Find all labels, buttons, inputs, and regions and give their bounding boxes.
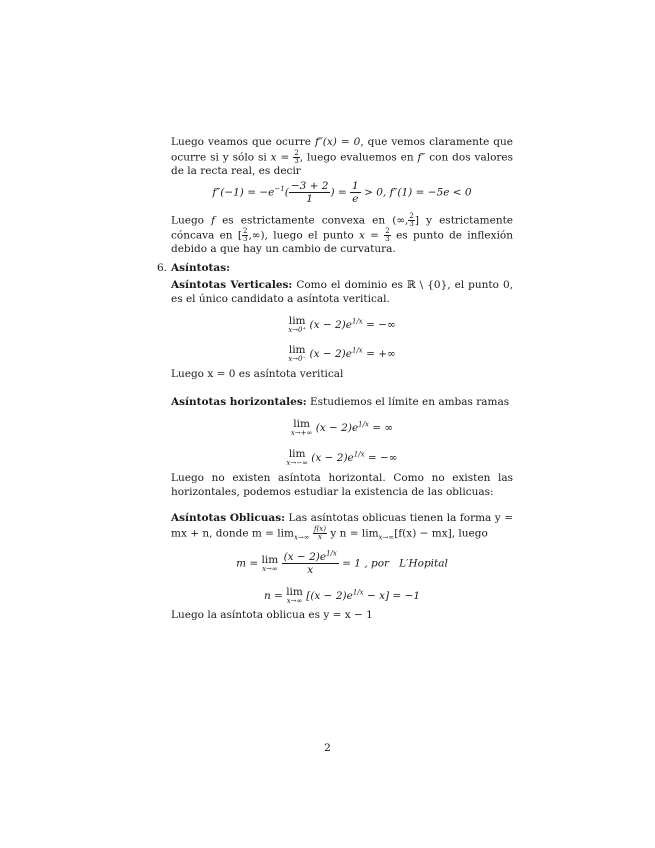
- equation-limit-0-plus: lim x→0⁺ $(x - 2)e^{1/x}$ = −∞: [288, 315, 396, 334]
- math-inline: x =: [270, 151, 290, 163]
- subheading: Asíntotas horizontales:: [171, 396, 307, 408]
- subheading: Asíntotas Oblicuas:: [171, 512, 285, 524]
- fraction: $\frac{1}{e}$: [352, 180, 359, 205]
- equation-n: n = lim x→∞ $[(x - 2)e^{1/x} - x] = -1$: [263, 586, 421, 605]
- paragraph-vertical-asymptotes: Asíntotas Verticales: Como el dominio es ℝ \ {0}, el punto 0, es el único candidato a asíntota veritical.: [171, 279, 513, 305]
- fraction: $\frac{-3 + 2}{1}$: [290, 180, 329, 205]
- math-inline: f″: [417, 151, 426, 163]
- paragraph-oblique-asymptotes: Asíntotas Oblicuas: Las asíntotas oblicuas tienen la forma y = mx + n, donde $m = \lim_{x\to\infty}$ $\frac{f(x)}{x}$ y $n = \lim_{x\to\infty}[f(x) - mx]$, luego: [171, 512, 513, 542]
- equation-second-derivative-values: $f''(-1) = -e^{-1}$( $\frac{-3 + 2}{1}$ ) = $\frac{1}{e}$ > 0, f″(1) = −5e < 0: [212, 180, 472, 205]
- fraction-two-thirds: $\frac{2}{3}$: [294, 148, 299, 165]
- math-inline: f″(x) = 0: [314, 136, 361, 148]
- list-number: 6.: [157, 262, 168, 274]
- equation-limit-plus-infinity: lim x→+∞ $(x - 2)e^{1/x}$ = ∞: [290, 418, 394, 437]
- equation-m: m = lim x→∞ $\frac{(x - 2)e^{1/x}}{x}$ = 1 , por L′Hopital: [236, 549, 448, 576]
- oblique-conclusion: Luego la asíntota oblicua es y = x − 1: [171, 609, 373, 621]
- text: , que vemos claramente que ocurre si y sólo si: [171, 136, 513, 163]
- equation-limit-0-minus: lim x→0⁻ $(x - 2)e^{1/x}$ = +∞: [288, 344, 396, 363]
- horizontal-conclusion: Luego no existen asíntota horizontal. Como no existen las horizontales, podemos estudiar la existencia de las oblicuas:: [171, 472, 513, 498]
- page-number: 2: [324, 742, 331, 754]
- subheading: Asíntotas Verticales:: [171, 279, 293, 291]
- text: Luego veamos que ocurre: [171, 136, 311, 148]
- paragraph-horizontal-asymptotes: Asíntotas horizontales: Estudiemos el límite en ambas ramas: [171, 396, 510, 408]
- equation-limit-minus-infinity: lim x→−∞ $(x - 2)e^{1/x}$ = −∞: [286, 448, 398, 467]
- text: , luego evaluemos en: [299, 151, 414, 163]
- vertical-conclusion: Luego x = 0 es asíntota veritical: [171, 368, 344, 380]
- paragraph-second-derivative: [171, 136, 513, 178]
- text: con dos valores de la recta real, es decir: [171, 151, 514, 177]
- paragraph-convexity: Luego f es estrictamente convexa en (∞, $\frac{2}{3}$ ] y estrictamente cóncava en [ $\frac{2}{3}$ ,∞), luego el punto x = $\frac{2}{3}$ es punto de inflexión debido a que hay un cambio de curvatura.: [171, 212, 514, 255]
- section-title: Asíntotas:: [171, 262, 230, 274]
